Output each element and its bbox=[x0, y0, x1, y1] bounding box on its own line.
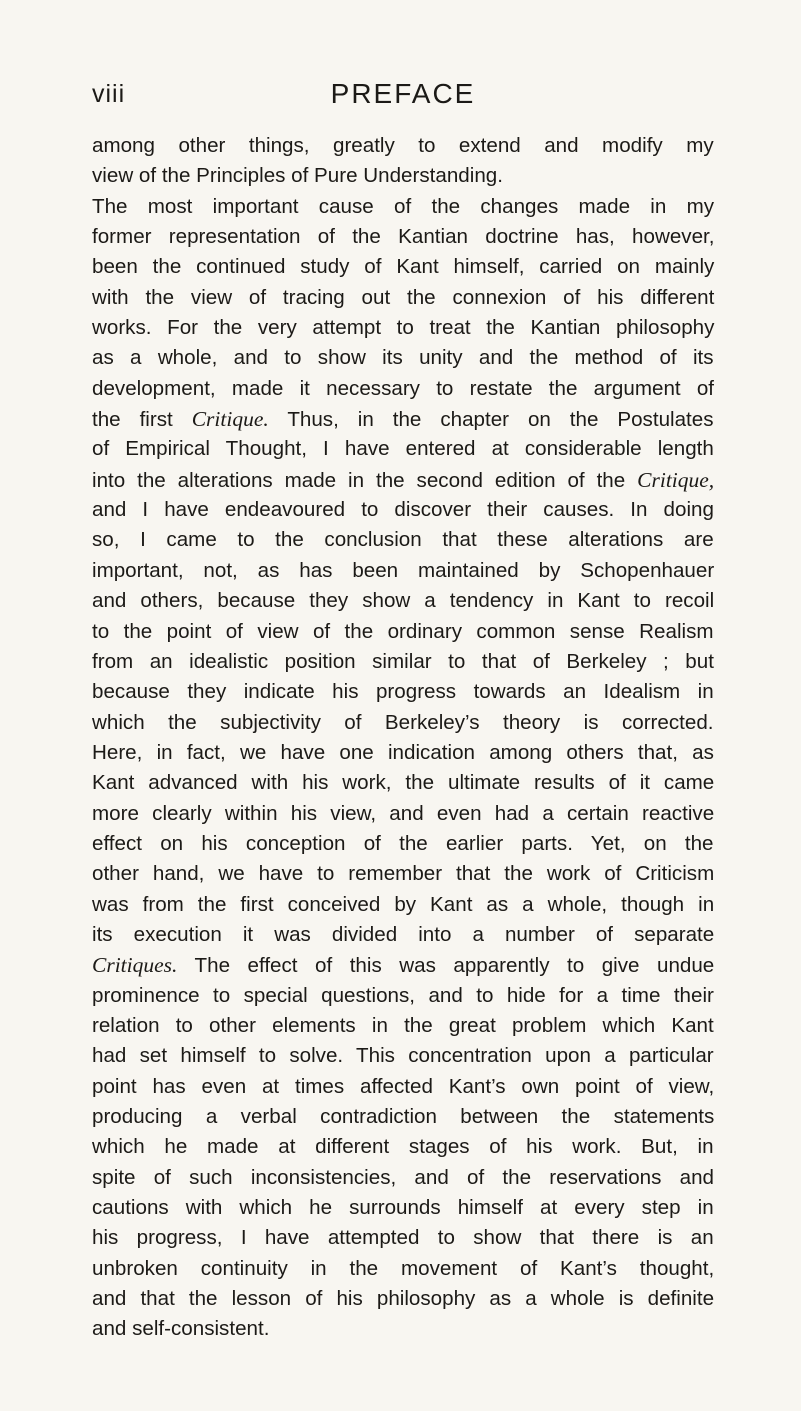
text-segment: and self-consistent. bbox=[92, 1317, 270, 1341]
text-line bbox=[92, 1072, 714, 1102]
text-line bbox=[92, 617, 714, 647]
italic-title: Critiques. bbox=[92, 953, 178, 978]
text-segment: as a whole, and to show its unity and the method of its bbox=[92, 346, 714, 370]
text-segment: of Empirical Thought, I have entered at considerable length bbox=[92, 437, 714, 461]
text-segment: had set himself to solve. This concentration upon a particular bbox=[92, 1044, 714, 1068]
text-line bbox=[92, 1041, 714, 1071]
page-header bbox=[92, 78, 714, 118]
text-line bbox=[92, 708, 714, 738]
text-segment: was from the first conceived by Kant as a whole, though in bbox=[92, 892, 715, 916]
text-segment: into the alterations made in the second edition of the bbox=[92, 468, 638, 492]
text-segment: Kant advanced with his work, the ultimate results of it came bbox=[92, 771, 715, 795]
text-line bbox=[92, 313, 714, 343]
text-line bbox=[92, 950, 714, 980]
text-line bbox=[92, 404, 714, 434]
text-line bbox=[92, 829, 714, 859]
text-segment: works. For the very attempt to treat the Kantian philosophy bbox=[92, 316, 715, 340]
text-segment: producing a verbal contradiction between the statements bbox=[92, 1105, 715, 1128]
text-segment: his progress, I have attempted to show that there is an bbox=[92, 1226, 714, 1250]
text-line bbox=[92, 981, 714, 1011]
text-segment: so, I came to the conclusion that these alterations are bbox=[92, 528, 714, 552]
text-line bbox=[92, 283, 714, 313]
text-segment: point has even at times affected Kant’s own point of view, bbox=[92, 1074, 715, 1098]
text-line bbox=[92, 131, 714, 161]
text-line bbox=[92, 252, 714, 282]
text-segment: from an idealistic position similar to that of Berkeley ; but bbox=[92, 649, 714, 673]
text-segment: with the view of tracing out the connexion of his different bbox=[92, 285, 715, 309]
text-line bbox=[92, 525, 714, 555]
text-segment: unbroken continuity in the movement of Kant’s thought, bbox=[92, 1256, 715, 1280]
text-segment: The most important cause of the changes made in my bbox=[92, 194, 715, 218]
text-segment: spite of such inconsistencies, and of the reservations and bbox=[92, 1165, 715, 1189]
text-line bbox=[92, 495, 714, 525]
text-segment: former representation of the Kantian doctrine has, however, bbox=[92, 225, 715, 249]
text-segment: to the point of view of the ordinary common sense Realism bbox=[92, 619, 714, 643]
text-segment: The effect of this was apparently to give undue bbox=[177, 954, 715, 978]
text-line bbox=[92, 890, 714, 920]
text-segment: because they indicate his progress towards an Idealism in bbox=[92, 680, 714, 704]
text-line bbox=[92, 161, 714, 191]
text-line bbox=[92, 465, 714, 495]
text-segment: prominence to special questions, and to hide for a time their bbox=[92, 983, 714, 1007]
text-line bbox=[92, 920, 714, 950]
text-segment: which he made at different stages of his work. But, in bbox=[92, 1135, 714, 1159]
text-segment: which the subjectivity of Berkeley’s theory is corrected. bbox=[92, 710, 714, 734]
text-line bbox=[92, 434, 714, 464]
text-line bbox=[92, 1011, 714, 1041]
text-segment: and that the lesson of his philosophy as a whole is definite bbox=[92, 1287, 715, 1311]
text-line bbox=[92, 677, 714, 707]
text-line bbox=[92, 738, 714, 768]
text-segment: and others, because they show a tendency in Kant to recoil bbox=[92, 589, 715, 613]
text-line bbox=[92, 556, 714, 586]
page-number: viii bbox=[92, 80, 126, 108]
running-head: PREFACE bbox=[330, 78, 476, 109]
text-line bbox=[92, 799, 714, 829]
text-segment: more clearly within his view, and even had a certain reactive bbox=[92, 801, 715, 825]
text-line bbox=[92, 374, 714, 404]
text-line bbox=[92, 192, 714, 222]
italic-title: Critique. bbox=[191, 407, 269, 432]
text-segment: Here, in fact, we have one indication among others that, as bbox=[92, 740, 714, 764]
text-line bbox=[92, 647, 714, 677]
body-text bbox=[92, 131, 714, 1345]
text-segment: relation to other elements in the great problem which Kant bbox=[92, 1013, 714, 1037]
text-segment: and I have endeavoured to discover their causes. In doing bbox=[92, 498, 714, 522]
text-segment: its execution it was divided into a number of separate bbox=[92, 922, 715, 946]
text-line bbox=[92, 1193, 714, 1223]
text-segment: Thus, in the chapter on the Postulates bbox=[268, 408, 714, 432]
text-segment: among other things, greatly to extend and modify my bbox=[92, 134, 714, 157]
text-segment: effect on his conception of the earlier parts. Yet, on the bbox=[92, 831, 714, 855]
text-line bbox=[92, 1314, 714, 1344]
text-line bbox=[92, 1102, 714, 1132]
text-line bbox=[92, 1223, 714, 1253]
text-segment: view of the Principles of Pure Understanding. bbox=[92, 164, 503, 188]
text-line bbox=[92, 1132, 714, 1162]
text-line bbox=[92, 1284, 714, 1314]
text-segment: the first bbox=[92, 408, 192, 432]
text-line bbox=[92, 1163, 714, 1193]
text-line bbox=[92, 768, 714, 798]
text-line bbox=[92, 343, 714, 373]
text-segment: development, made it necessary to restate the argument of bbox=[92, 376, 715, 400]
text-line bbox=[92, 859, 714, 889]
italic-title: Critique, bbox=[637, 467, 715, 492]
text-line bbox=[92, 222, 714, 252]
text-line bbox=[92, 586, 714, 616]
text-segment: important, not, as has been maintained by Schopenhauer bbox=[92, 558, 715, 582]
text-segment: cautions with which he surrounds himself at every step in bbox=[92, 1196, 714, 1220]
text-line bbox=[92, 1254, 714, 1284]
text-segment: been the continued study of Kant himself, carried on mainly bbox=[92, 255, 715, 279]
text-segment: other hand, we have to remember that the work of Criticism bbox=[92, 862, 715, 886]
